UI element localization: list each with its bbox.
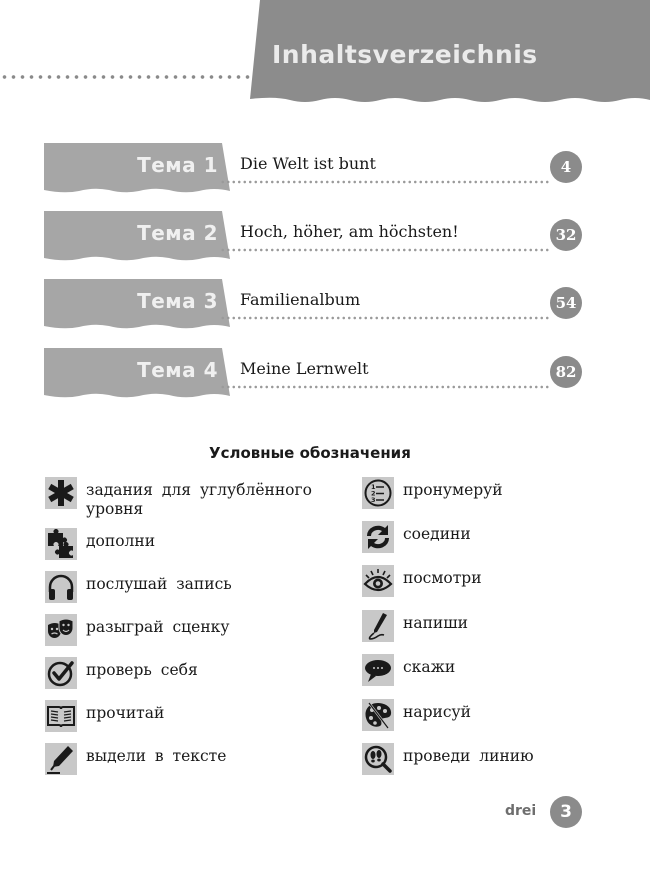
tema-tab [44, 348, 234, 400]
page-number-badge: 3 [550, 796, 582, 828]
marker-icon [45, 743, 77, 775]
legend-item [362, 521, 471, 553]
theater-masks-icon [45, 614, 77, 646]
tema-label: Тема 3 [137, 289, 218, 313]
legend-item [45, 614, 229, 646]
legend-item [362, 654, 455, 686]
toc-entry-3[interactable] [44, 279, 584, 333]
headphones-icon [45, 571, 77, 603]
puzzle-icon [45, 528, 77, 560]
page-number-badge: 54 [550, 287, 582, 319]
page-number-badge: 82 [550, 356, 582, 388]
legend-label: задания для углублённого уровня [86, 481, 312, 518]
dotted-leader [220, 316, 550, 320]
tema-label: Тема 1 [137, 153, 218, 177]
asterisk-icon [45, 477, 77, 509]
svg-text:2: 2 [371, 489, 376, 498]
legend-label: пронумеруй [403, 481, 503, 499]
legend-item [45, 743, 226, 775]
arrows-cycle-icon [362, 521, 394, 553]
speech-bubble-icon [362, 654, 394, 686]
legend-label: выдели в тексте [86, 747, 227, 765]
legend-label: соедини [403, 525, 471, 543]
numbered-list-icon [362, 477, 394, 509]
legend-item [45, 571, 232, 603]
tema-tab [44, 279, 234, 331]
toc-entry-4[interactable] [44, 348, 584, 402]
toc-title[interactable]: Hoch, höher, am höchsten! [240, 222, 459, 241]
toc-entry-2[interactable] [44, 211, 584, 265]
eye-icon [362, 565, 394, 597]
legend-label: нарисуй [403, 703, 471, 721]
legend-label: посмотри [403, 569, 482, 587]
legend-item [362, 610, 468, 642]
legend-item [362, 565, 482, 597]
legend-label: скажи [403, 658, 456, 676]
checkmark-circle-icon [45, 657, 77, 689]
toc-title[interactable]: Die Welt ist bunt [240, 154, 376, 173]
dotted-leader [220, 385, 550, 389]
legend-label: прочитай [86, 704, 165, 722]
pen-icon [362, 610, 394, 642]
tema-tab [44, 143, 234, 195]
tema-tab [44, 211, 234, 263]
legend-label: проведи линию [403, 747, 534, 765]
page-number-badge: 4 [550, 151, 582, 183]
footprints-magnifier-icon [362, 743, 394, 775]
legend-item [45, 528, 155, 560]
legend-item [45, 700, 164, 732]
legend-item [362, 477, 503, 509]
legend-item [45, 477, 345, 519]
legend-heading: Условные обозначения [209, 444, 411, 462]
legend-item [362, 743, 534, 775]
dotted-leader [220, 248, 550, 252]
page-number-word: drei [505, 803, 537, 819]
tema-label: Тема 2 [137, 221, 218, 245]
legend-item [362, 699, 471, 731]
legend-label: дополни [86, 532, 156, 550]
open-book-icon [45, 700, 77, 732]
svg-text:1: 1 [371, 483, 376, 491]
legend-label: послушай запись [86, 575, 232, 593]
legend-label: разыграй сценку [86, 618, 230, 636]
header-dotted-line [0, 74, 252, 80]
toc-title[interactable]: Familienalbum [240, 290, 361, 309]
legend-item [45, 657, 198, 689]
palette-icon [362, 699, 394, 731]
legend-label: напиши [403, 614, 468, 632]
svg-text:3: 3 [371, 496, 376, 504]
page-number-badge: 32 [550, 219, 582, 251]
toc-entry-1[interactable] [44, 143, 584, 197]
page-title: Inhaltsverzeichnis [272, 40, 538, 69]
dotted-leader [220, 180, 550, 184]
legend-label: проверь себя [86, 661, 198, 679]
tema-label: Тема 4 [137, 358, 218, 382]
toc-title[interactable]: Meine Lernwelt [240, 359, 369, 378]
